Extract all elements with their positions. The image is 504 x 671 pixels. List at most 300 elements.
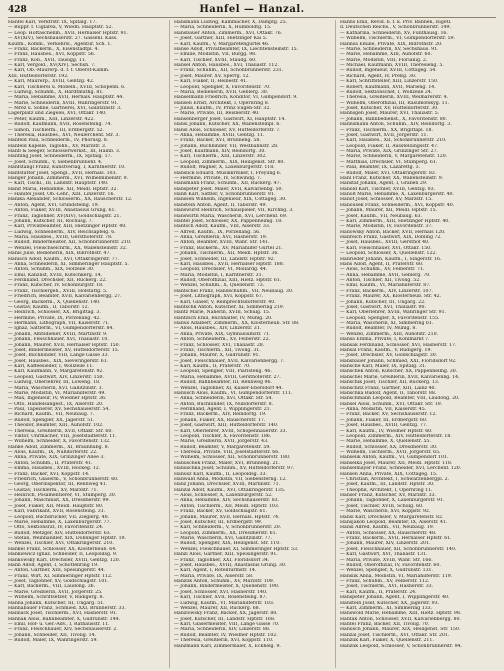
directory-entry: — Rudolf, Beamter, IV, Mühlg. 8. [340, 326, 417, 332]
directory-entry: — Karl, Hausbes., XII, Schönbrunnerstr. 210. [340, 138, 447, 144]
directory-entry: Hansal Franz, Kaufm., V, Rüdigerg. 19. [340, 347, 432, 353]
directory-entry: — Wenzel, Fleischhauer, XI, Simmeringer Hptstr. 53. [174, 546, 299, 552]
directory-entry: Hanselik Anton, Kaufm., VI, Gumpendorf 101. [340, 455, 449, 461]
directory-entry: — Friedrich, Beamter, XVII, Kalvarienbergg. 27. [8, 294, 122, 300]
directory-entry: — Ludwig, Schneiderm., XIV, Reichsapfelg. 6. [8, 229, 116, 235]
directory-entry: — Maria, Modistin, I, Kärntnerstr. 31. [174, 272, 264, 278]
directory-entry: — Franz, Bäcker, XVI, Brunneng. 58. [174, 138, 261, 144]
directory-entry: — Alfred, Kaufm., IX, Porzellang. 56. [174, 229, 261, 235]
directory-entry: — Rudolf, Ingenieur, XVIII, Cottageg. 54. [340, 68, 437, 74]
directory-entry: — Ferdinand, Drechsler, XII, Ruckerg. 22. [8, 278, 107, 283]
directory-entry: — Wenzel, Fleischselchrm., XX, Wallensteinstr. 32. [8, 245, 128, 251]
directory-entry: — Otto, Sektionsrat, IV, Favoritenstr. 24. [8, 525, 104, 531]
directory-entry: — Rudolf, Spengler, XX, Jägerstr. 51. [8, 417, 95, 423]
directory-entry: — Rudolf, Kaufmann, XVII, Rosensteing. 74. [8, 122, 112, 128]
directory-entry: — Johann, Fiaker, III, Erdbergstr. 60. [340, 417, 428, 423]
directory-entry: — Karl, Tischlerm., XIII, Linzerstr. 302. [174, 154, 267, 160]
directory-entry: — Josef, Schlosser, XVI, Hasnerstr. 140. [174, 589, 268, 595]
directory-entry: — Marie, Private, III, Reisnerstr. 40. [174, 111, 260, 117]
directory-entry: — Josef, Schuhm., V, Siebenbrunnenf. 4. [8, 159, 103, 165]
directory-entry: — Anton, Tischler, XII, Tivolig. 52. [340, 278, 421, 283]
directory-entry: — Leopold, Drechsler, VI, Mollardg. 44. [174, 267, 268, 273]
directory-entry: — Anna, Hebamme, XVIII, Gentzg. 11. [174, 132, 265, 138]
directory-entry: Hanswurst Heinrich, Schauspieler, VII, Kirchbg. 3. [174, 208, 294, 214]
directory-entry: — Marie, Hebamme, X, Quellenstr. 55. [340, 439, 431, 445]
directory-entry: Hans Adolf, Agent, II, Praterstr. 60. [340, 261, 424, 267]
directory-entry: — Richard, Kaufm., VII, Neubaug. 7. [8, 412, 95, 418]
directory-entry: — Karl, Schriftsteller, XIII, Linzerstr. 150. [340, 79, 439, 85]
directory-entry: — Johann, Maurer, XII, Meidl. Hptstr. 15. [340, 208, 438, 214]
directory-entry: Hanzlowsky Franz, Bäcker, XX, Jägerstr. 80. [174, 611, 278, 617]
directory-entry: — Marie, Schneiderin, V, Margaretenstr. 120. [340, 154, 448, 160]
directory-entry: — Franz, Bäckerm., XIV, Linzerstr. 107. [340, 288, 433, 294]
directory-entry: Hanreich Franz, Gastwirt, XIX, Döbling 72. [340, 235, 442, 240]
directory-entry: — Wilhelm, Tischlerm., VI, Gumpendorferstr. 59. [340, 36, 456, 42]
directory-entry: Hantz Marie, Näherin, XVIII, Schulg. 15. [174, 310, 271, 316]
directory-entry: Hanschik Josef, Tischler, XII, Ruckerg. 13. [340, 380, 440, 386]
directory-entry: Hanzl Alois, Gärtner, XIII, Speisingerstr. 91. [174, 552, 278, 558]
directory-entry: — Rudolf, Schlosser, XX, Dresdnerstr. 30. [340, 444, 438, 450]
directory-entry: — Franz, Fleischhauer, XIV, Sechshauserstr. 2. [8, 627, 118, 633]
directory-entry: Hantel Franz, Bäcker, XII, Tivolig. 70. [340, 622, 430, 627]
directory-entry: Hanusz Karl, Kaufm., II, Leopoldsg. 33. [174, 471, 267, 477]
directory-entry: — Karl, Kaufm., IV, Wiedner Hptstr. 60. [340, 428, 433, 434]
page-number: 428 [8, 5, 27, 15]
directory-entry: — Rudolf, Beamter, V, Margaretenstr. 59. [174, 444, 271, 450]
directory-entry: Hansbauer Johann, Schmied, XXI, Floridsdorf 92. [340, 358, 457, 364]
directory-entry: Hanslik Anna, Modistin, VI, Mariahilferstr. 119. [340, 573, 453, 579]
directory-entry: — Johann, Buchbinder, VII, Westbahnstr. 28. [174, 143, 279, 149]
directory-entry: Hanger Johann, Zimmerm., XVI, Wilhelminenstr. 9. [8, 175, 129, 181]
directory-entry: — Marie, Hebamme, XIII, Auhofstr. 60. [340, 52, 432, 58]
directory-entry: — Franz, Hausbes., XVI, Koppstr. 56. [8, 52, 96, 58]
directory-entry: — Rudolf, Metzger, XIV, Hütteldorferstr. 63. [8, 530, 112, 536]
directory-entry: Hantschel Franz, Handschuhm., VII, Neubaug. 30. [174, 288, 294, 294]
directory-entry: Hannack Josef, Tischlerm., XVI, Hasnerstr. 91. [8, 611, 118, 617]
directory-entry: — Karl, Kaufmann, V, Margaretenstr. 92. [8, 369, 104, 375]
directory-entry: Hanisch Adolf, Kaufm., XVI, Ottakringerstr. 77. [8, 256, 120, 262]
directory-entry: — Karl, Glasermeister, VIII, Lange Gasse 70. [174, 622, 280, 627]
directory-entry: — Rudolf, Oberoffizial, XIII, Hietz. Hptstr. 61. [174, 278, 282, 283]
page-header [8, 4, 496, 18]
directory-entry: — Anna, Schneiderin, XI, Simmeringer Hauptstr. 5. [8, 261, 129, 267]
directory-entry: — Johann, Fleischhauer, XVI, Thaliastr. 10. [8, 337, 109, 343]
directory-entry: — Karl, Oberlehrer, XVIII, Währinger Str. 91. [340, 310, 446, 316]
directory-entry: — Johann, Kutscher, III, Ungarg. 22. [340, 299, 426, 305]
directory-entry: — Josef, Kaufm., III, Landstr. Hptstr. 30. [340, 482, 435, 488]
directory-entry: — Anton, Beamter, XVIII, Währ. Str. 141. [174, 240, 270, 246]
directory-entry: Hanselmayer Franz, Schneider, XVI, Lerchenf. 120. [340, 466, 462, 472]
directory-entry: — Josef, Kutscher, III, Erdbergstr. 99. [174, 519, 263, 525]
directory-entry: — Paul, Beamter, IX, Lazarettg. 3. [340, 165, 421, 171]
directory-entry: — Hermine, Private, IV, Schwindg. 7. [174, 175, 262, 181]
directory-entry: Hanusch Johann, Maurer, XIX, Heiligenst. Str. 150. [340, 627, 461, 633]
directory-entry: — Theophil, Architekt, I, Opernring 11. [340, 487, 433, 493]
directory-entry: — Anna, Greißlerin, XVI, Hasnerstr. 19. [174, 235, 268, 240]
directory-entry: — Alois, Schlosser, X, Laxenburgerstr. 52. [174, 493, 273, 498]
directory-entry: — Anton, Schlosser, XX, Rauscherstr. 48. [340, 530, 437, 536]
directory-entry: — Karl, Fiaker, II, Heinestr. 41. [174, 79, 248, 85]
directory-entry: — Hanifel Josef, Ob.-Lehr., XIII, Linzerstr. 16. [8, 192, 115, 197]
directory-entry: — Wenzel, Schuhm., X, Quellenstr. 73. [174, 283, 265, 289]
directory-entry: — Josef, Tischler, XVIII, Schulg. 60. [340, 503, 424, 509]
directory-entry: Hanowsky Anton, Bäcker, XVII, Hernals 120. [340, 229, 446, 235]
directory-entry: — Leopold, Zimmerm., XIV, Hütteldorferstr. 18. [340, 433, 452, 439]
directory-entry: — Gustav, Kaufm., II, Taborstr. 12. [8, 304, 89, 310]
directory-entry: Hansenberger Josef, Gastwirt, XI, Hauptstr. 14. [174, 116, 286, 122]
directory-entry: — Franz, Tischlerm., XII, Tivolig. 31. [174, 347, 261, 353]
directory-entry: — Maria, Private, XVIII, Währ. Str. 166. [340, 557, 433, 563]
directory-entry: — Franz, Koh., XVII, Tausigg. 11. [8, 57, 87, 63]
directory-entry: — Max, Ingenieur, IV, Wiedner Hptstr. 36. [8, 396, 107, 402]
directory-entry: — Johann, Maschinist, XX, Dresdnerstr. 99. [8, 498, 110, 504]
directory-entry: — Robert, Kaufmann, XVII, Marieng. 14. [340, 84, 436, 90]
directory-entry: — Josef, Schneider, III, Landstr. Hptstr. 92. [174, 256, 276, 262]
directory-entry: Lagerplatz und Ziegelei, XVI, Ottakr. 140. [8, 111, 107, 117]
directory-entry: — Anton, Gärtner, XIII, Speisingerstr. 44. [8, 568, 106, 574]
directory-entry: — Ruppr. f. Ciglarea, V, Wiedn. Hauptstr. 52. [8, 25, 113, 31]
directory-entry: — Simon, Tischlerm., III, Erdbergstr. 52. [8, 127, 104, 133]
directory-entry: — Josef, Kutscher, XV, Hütteldorferstr. 30. [340, 106, 439, 111]
directory-entry: — Maria, Private, IX, Alserstr. 58. [174, 573, 254, 579]
directory-entry: — Anna, Hebamme, XIV, Sechshauserstr. 83. [174, 498, 280, 504]
directory-entry: — Josef, Tischlerm., XVI, Hasnerstr. 33. [340, 584, 434, 590]
directory-entry: Hannabauer Franz, Schmied, XXI, Brünnerstr. 33. [8, 605, 126, 611]
directory-entry: — Wenzel, Spengler, X, Gudrunstr. 131. [340, 568, 433, 574]
directory-entry: Hanzlik Leopold, Schlosser, V, Schönbrunnerstr. 94. [340, 643, 462, 649]
directory-entry: — XV(XIV), Sechshauserstr. 27. Gassenl. Kass. [8, 36, 118, 42]
directory-entry: Hantzsch Emil, Buchhalter, IV, Mühlg. 20. [174, 315, 273, 321]
directory-entry: — Hermine, Private, IX, Porzellang. 42. [8, 315, 101, 321]
directory-entry: — Maria, Hebamme, XVII, Hernals. Hauptstr. 44. [8, 95, 124, 101]
directory-entry: — Matthias, Drechsler, VI, Stumperg. 61. [340, 159, 438, 165]
directory-entry: — Franz, Schuhm., XV, Felberstr. 112. [340, 579, 430, 584]
directory-entry: Hanschitz Franz, Gärtner, XIII, Lainz 40. [340, 385, 436, 391]
directory-entry: — Ludwig, Kaufm., VI, Mariahilferstr. 103. [174, 600, 275, 606]
directory-entry: — Josef, Drechsler, XV, Goldschlagstr. 30. [340, 353, 438, 359]
directory-entry: Hanoß Marie, Hebamme, X, Laxenburgerstr. 40. [340, 192, 454, 197]
directory-entry: — Johann, Bahnbedienst., X, Favoritenstr. 80. [340, 116, 448, 122]
directory-entry: — Marie, Modistin, IV, Favoritenstr. 37. [340, 224, 433, 230]
directory-entry: — Theodor, Beamter, XIII, Auhofstr. 102. [8, 423, 104, 429]
directory-entry: — Leop. Hoftaschenm., XVII, Hernalser Hptstr. 91. [8, 30, 128, 36]
directory-entry: — Johann, Tischlerm., XII, Meidl. Hptstr. 36. [174, 251, 279, 257]
directory-entry: Kaufm., Komm., Verkehrsl., Agentur, Sch. 1. [8, 41, 112, 47]
directory-entry: — Franz, Taglöhner, XV(XIV), Goldschlagstr. 21. [8, 213, 121, 219]
directory-entry: — Heinrich, Schlosser, XX, Brigittag. 3. [8, 310, 101, 316]
directory-entry: — Stefan, Weinhändler, XIX, Döblinger Hptstr. 19. [8, 536, 126, 541]
directory-entry: — Viktor, Uhrmacher, VIII, Josefstädterstr. 11. [8, 433, 117, 439]
directory-entry: Hanzmann Karl, Zimmermaler, X, Eckhelg. 9. [174, 643, 281, 649]
directory-entry: — Franz, Schlosser, XVI, Thaliastr. 28. [174, 342, 265, 348]
directory-entry: — Leopold, Spengler, X, Favoritenstr. 155. [340, 315, 440, 321]
directory-entry: — Anton, Schuhm., XIX, Hofzeile 30. [8, 267, 95, 273]
directory-entry: — Franz, Tischlergeh., XVIII, Hofstattg. 5. [8, 288, 108, 294]
directory-entry: — Marie, Greißlerin, XVII, Jörgerstr. 25. [8, 589, 103, 595]
directory-entry: Hanspeter Josef, Maler, XVII, Kalvarienbg. 50. [174, 186, 283, 192]
directory-entry: Hantsch Adolf, Kaufm., VIII, Alserstr. 33. [174, 224, 271, 230]
directory-entry: Hanousek Franz, Schneiderm., XVI, Koppstr. 40. [340, 202, 455, 208]
directory-entry: Hanrieder Johann, Kaufm., I, Singerstr. 16. [340, 256, 442, 262]
page-title: Hanfel — Hanzal. [199, 4, 305, 15]
directory-entry: — Anna, Private, XIX, Gymnasiumstr. 71. [174, 331, 271, 337]
directory-entry: — Maria, Private, XIX, Grinzinger Str. 27. [340, 149, 439, 154]
directory-entry: Hansi Karl, Drechsler, V, Margaretenstr. 82. [340, 514, 444, 520]
directory-entry: — Franz, Bäcker, XVI, Koppstr. 14. [8, 471, 90, 477]
directory-entry: — Christian, Architekt, I, Schwarzenbergpl. 2. [340, 476, 450, 482]
directory-entry: Hanswirth Maria, Wäscherin, XVI, Lerchenf. 69. [174, 213, 288, 219]
directory-entry: Hannsmann Anton, Schuhm., XIV, Reindorfg. 3. [340, 122, 452, 128]
directory-entry: — Anna, Schneiderin, XVI, Ottakr. Str. 54. [174, 396, 273, 402]
directory-entry: Hanswold Marie, Hebamme, XIII, Hietz. Hptstr. 98. [340, 611, 462, 617]
directory-entry: — Josef, Fleischhauer, XVII, Kalvarienbergg. 7. [174, 358, 285, 364]
directory-entry: — Johann, Maurer, XVII, Hernals. Hptstr. 74. [174, 514, 280, 520]
directory-entry: Hantak Anton, Schlosser, XVII, Kalvarienbergg. 80. [340, 616, 461, 622]
directory-entry: Hanusch Alois, Kaufm., VI, Gumpendorferstr. 111. [174, 390, 293, 396]
directory-entry: — Franz, Schuhm., XII, Schönbrunnerstr. 231. [174, 68, 284, 74]
directory-entry: — Karl, Hausbes., XVII, Hernalser Hptstr. 188. [174, 261, 285, 267]
directory-entry: — Theresia, Greißlerin, XVI, Koppstr. 110. [174, 638, 274, 644]
directory-entry: — Anna, Private, XIX, Grinzinger Allee 3. [8, 455, 105, 461]
directory-entry: Hanzlik Karl, Fiaker, X, Quellenstr. 211. [340, 638, 434, 644]
directory-entry: — Franz, Bäcker, XV, Goldschlagstr. 61. [174, 509, 267, 515]
directory-entry: — Franz, Wirt, XI, Simmeringer Hptstr. 112. [8, 573, 113, 579]
directory-entry: — Wilhelm, Oberoffizial, III, Rasumofskyg. 11. [340, 100, 450, 106]
directory-entry: — Leopold, Buchdrucker, VII, Zieglerg. 40. [8, 514, 110, 520]
directory-entry: Hansi Johann, Kutscher, XX, Wallensteinpl. 6. [174, 122, 281, 128]
directory-entry: Hannsgen Josef, Maurer, XVI, Thaliastr. 5. [340, 111, 440, 117]
directory-entry: Hanke Adolf, Zimmerm., XI, Braunhubg. 8. [8, 444, 109, 450]
directory-entry: Hansl Alois, Schlosser, XV, Hütteldorferstr. 7. [174, 127, 281, 133]
directory-entry: Hanstein Anton, Agent, II, Taborstr. 49. [174, 202, 267, 208]
directory-entry: — Franz, Maurer, XX, Klosterneub. Str. 42. [340, 294, 442, 300]
directory-entry: — Johann, Kutscher, III, Rochusg. 7. [8, 218, 94, 224]
directory-entry: — Josef, Lithograph, XVI, Koppstr. 67. [174, 294, 264, 300]
directory-entry: — Wenzel, Maurer, XII, Ruckerg. 68. [174, 605, 261, 611]
directory-entry: Hanz Johann, Drechsler, XVIII, Martinstr. 71. [174, 482, 281, 488]
directory-entry: Hanfeld Paul, Schneiderm., IV, Phorusg. 8. [8, 138, 109, 144]
directory-entry: — Leopold, Zimmerm., XIX, Heiligenst. Str. 80. [174, 159, 285, 165]
directory-entry: — Karl, Vergold., XV(XIV), Sechsh. 7. [8, 63, 96, 68]
directory-entry: — Maria, Hebamme, XVIII, Gersthoferstr. 27. [174, 374, 281, 380]
directory-entry: — Karl, Zimmerm., XI, Simmering 133. [340, 605, 433, 611]
column-2 [169, 20, 330, 668]
directory-entry: — Leopold, Schlosser, X, Quellenstr. 122. [340, 251, 437, 257]
directory-entry: — Josef, Hausbes., XVIII, Anastasius Grüng. 30. [174, 562, 287, 568]
directory-entry: — Karl, Tischler, XVII, Rosensteing. 87. [174, 595, 267, 601]
directory-entry: Hansmann Ludwig, Kammacher, X, Dampfg. 25. [174, 20, 288, 25]
directory-entry: Hansmann Franz, Schuhm., XII, Ruckerg. 47. [174, 181, 282, 187]
directory-entry: — Josef, Maurer, XV, Sperrg. 12. [174, 73, 250, 79]
directory-entry: — Josef, Fiaker, XII, Meidl. Hauptstr. 80. [8, 503, 104, 509]
directory-entry: Hanold Karl, Tischler, XVIII, Gentzg. 93. [340, 186, 436, 192]
directory-entry: — Rudolf, Maler, XVI, Ottakringerstr. 83. [340, 170, 437, 176]
directory-entry: — Karl, Tischl., III, Landstr. Hauptstr. 140. [8, 181, 109, 187]
directory-entry: — Wenzel, Taglöhner, XI, Kaiser-Ebersdorf 44. [174, 385, 283, 391]
directory-entry: Hanzal Josef, Tischlerm., XVI, Ottakr. Str. 201. [340, 632, 450, 638]
directory-entry: — Franz, Bäckerm., XIV, Reindorfg. 19. [174, 412, 267, 418]
directory-entry: — Josef, Gärtner, XIII, Hietzinger Kai 5. [174, 36, 268, 42]
directory-entry: Hanot Josef, Schlosser, XV, Märzstr. 15. [340, 197, 433, 203]
directory-entry: — Marie, Wäscherin, XVI, Koppstr. 92. [340, 509, 431, 515]
directory-entry: Hanuschka Josef, Schuhm., XV, Hütteldorferstr. 97. [174, 466, 295, 472]
directory-entry: — Leopold, Spengler, VIII, Piaristeng. 46. [174, 369, 272, 375]
directory-entry: d. Deutschen Reichs., V, Schönbrunnerstr. 149. [340, 25, 451, 31]
directory-entry: — Anna, Modistin, VII, Kaiserstr. 45. [340, 407, 427, 412]
directory-entry: — Franz, Bäckerm., XV, Mariahilfer Gürtel 21. [174, 245, 283, 251]
directory-entry: — Karl, Bäckerm., VIII, Laudong. 36. [8, 584, 96, 590]
directory-entry: — Leopold, Spengler, X, Favoritenstr. 70. [174, 84, 271, 90]
directory-entry: — Johann, Maurer, XIV, Linzerstr. 201. [340, 541, 431, 547]
directory-entry: — Marie, Modistin, VI, Mariahilferstr. 49. [8, 390, 106, 396]
directory-entry: — Marie, Greißlerin, XVII, Jörgerstr. 43. [174, 439, 269, 445]
directory-entry: — Johann, Amtsdiener, XVIII, Martinstr. 9. [8, 331, 108, 337]
directory-entry: — Wilhelm, Schneider, X, Favoritenstr. 132. [8, 439, 111, 445]
directory-entry: Hanschel Marie, Greißlerin, XVII, Kalvarienbg. 14. [340, 374, 460, 380]
directory-entry: — Josef, Taglöhner, XV, Goldschlagstr. 101. [8, 579, 109, 584]
directory-entry: Hanschka Rudolf, Agent, II, Taborstr. 88. [340, 390, 437, 396]
directory-entry: Hanfling Josef, Schneiderm., IX, Spitalg. 17. [8, 154, 112, 160]
directory-entry: — Johann, Schneider, XII, Tivolig. 14. [8, 632, 96, 638]
directory-entry: — Alois, Schuhm., XV, Felberstr. 71. [340, 267, 425, 273]
directory-entry: — Franz, Bäckerm., X, Eisenstadtpl. 4. [8, 46, 100, 52]
directory-entry: Hanna Johann, Kutscher, III, Ungarg. 51. [8, 600, 105, 606]
directory-entry: Hanser Franz, Kutscher, XV, Märzstr. 33. [340, 493, 437, 498]
directory-entry: Hanwald Anna, Modistin, VII, Siebensterng. 12. [174, 476, 287, 482]
directory-entry: Hansel Alois, Schuhm., XVI, Ottakr. Str. 19. [340, 401, 443, 407]
directory-entry: Hanspeter Johann, Agent, I, Wipplingerstr. 40. [340, 595, 450, 601]
directory-entry: — Maria, Wäscherin, XVI, Gallitzinstr. 3. [8, 385, 104, 391]
directory-entry: Hansel Anton, Hausbes., XVI, Thaliastr. 112. [174, 63, 279, 68]
directory-entry: Hanß Karl, Sattler, V, Schönbrunnerstr. 91. [174, 192, 276, 197]
directory-entry: — Julius, Kaufm., IV, Prinz Eugen-Str. 32. [174, 106, 271, 111]
directory-entry: — Franz, Bäckerm., XVII, Hernalser Hptstr. 61. [340, 536, 452, 541]
directory-entry: — Josef, Gastwirt, XVII, Jörgerstr. 11. [340, 132, 428, 138]
directory-entry: — Josef, Kaufm., VII, Neubaug. 63. [340, 213, 422, 219]
directory-entry: — Franz, Tischlerm., XX, Brigittapl. 18. [340, 127, 433, 133]
directory-entry: Hanfstängl Franz, Kunstverlag, I, Kärntnerstr. 10. [8, 165, 126, 171]
directory-entry: Hanuschek Franz, Maler, XVI, Brunneng. 21. [174, 460, 280, 466]
directory-entry: — Karl, Kaffeesieder, I, Wollzeile 11. [8, 364, 94, 369]
directory-entry: — Rudolf, Oberoffizial, IV, Favoritenstr. 60. [340, 562, 441, 568]
directory-entry: — Marie, Wäscherin, XVI, Gallitzinstr. 77. [174, 536, 272, 541]
directory-entry: — Karl, Privatbeamter, XIII, Hietzinger Hptstr. 40. [8, 224, 127, 230]
directory-entry: — Katharina, Schneiderin, XV, Fünfhausg. 16. [340, 30, 448, 36]
directory-entry: Hanfel Karl, Verkfrstr. IX, Spitalg. 17. [8, 20, 97, 25]
directory-entry: — Theresia, Hausbes., XVI, Neulerchenf. Str. 3. [8, 132, 120, 138]
directory-entry: Hann Adolf, Agent, I, Schottenring 19. [8, 562, 99, 568]
directory-entry: — Josef, Kutscher, III, Landstr. Hptstr. 168. [174, 616, 276, 622]
directory-entry: — Maria, Bedienerin, XVII, Geblerg. 30. [174, 89, 269, 95]
directory-entry: — Ferdinand, Agent, I, Wipplingerstr. 21. [174, 407, 272, 412]
directory-entry: Hanif Maria, Hebamme, XII, Meidl. Hptstr. 32. [8, 186, 118, 192]
directory-entry: — Josef, Bindermeister, XV, Hütteldorferstr. 15. [8, 347, 120, 353]
directory-entry: Hanstaf Johann, Agent, I, Graben 29. [340, 181, 428, 187]
directory-entry: — Rudolf, Wagner, X, Laxenburgerstr. 118. [174, 165, 275, 171]
directory-entry: Hanns Emil, Revid. b. f. k. Priv. Bahnen, zugetl. [340, 20, 452, 25]
directory-entry: — Franz, Bäcker, XV, Sechshauserstr. 12. [340, 412, 437, 418]
directory-entry: XIII, Hütteldorferstr. 192. [8, 73, 69, 79]
directory-entry: — Karl, Tischler, XVIII, Staudg. 60. [174, 57, 257, 63]
directory-entry: — Karl, Oberlehrer, XVIII, Schopenhauerstr. 33. [174, 428, 287, 434]
directory-entry: — Peter, Kaufm., XIII, Linzerstr. 422. [8, 116, 95, 122]
directory-entry: — Anton, Schuhm., II, Praterstr. 41. [8, 460, 93, 466]
directory-entry: Hannak Alois, Bahnbeamter, X, Gudrunstr. 144. [8, 616, 120, 622]
directory-entry: — Alois, Hausbes., XIV, Linzerstr. 31. [174, 326, 262, 332]
directory-entry: — Rudolf, Spengler, XIX, Heiligenst. Str. 110. [174, 541, 281, 547]
directory-entry: — Johann, Fiaker, XX, Rauscherstr. 17. [174, 417, 266, 423]
columns [8, 20, 496, 668]
directory-entry: Hanselka Josef, Maurer, XII, Meidl. Hptstr. 118. [340, 460, 453, 466]
directory-entry: Hanfeld Kapelle, Taglöhn., XV, Märzstr. 3. [8, 143, 107, 149]
directory-entry: — Karl, Maurerp., XVIII, Gentzg. 42. [8, 79, 95, 85]
directory-entry: — Anton, Agent, XVI, Grundsteing. 19. [8, 202, 100, 208]
directory-entry: — Georg, Bäckerm., X, Quellenstr. 140. [8, 299, 101, 305]
directory-entry: — Ignaz, Sattlerm., VI, Gumpendorferstr. 84. [8, 326, 114, 332]
directory-entry: — Maria, Hausbes., XVIII, Gersthoferstr. 78. [8, 235, 113, 240]
directory-entry: — Friedrich, Glaserm., V, Schönbrunnerstr. 60. [8, 476, 119, 482]
directory-entry: Hansjakob Leopold, Beamter, IX, Alserstr. 41. [340, 519, 448, 525]
directory-entry: — Anton, Buchbinder, IX, Nußdorferstr. 8. [174, 401, 274, 407]
directory-entry: — Anna, Hebamme, XVII, Geblerg. 70. [340, 272, 431, 278]
directory-entry: — Hermann, Lithograph, VII, Kaiserstr. 71. [8, 321, 110, 326]
column-3 [335, 20, 496, 668]
directory-entry: — Emil, Kaufm., VI, Mariahilferstr. 87. [340, 283, 431, 289]
directory-entry: Hanl Franz, Kutscher, XX, Wallensteinstr. 9. [340, 175, 444, 181]
directory-entry: — Maria, Schneiderin, X, Humboldtg. 15. [174, 25, 272, 31]
directory-entry: — Anton, Tischlerm., XII, Meidl. Hptstr. 103. [174, 503, 280, 509]
directory-entry: — Josef, Gastwirt, XVI, Thaliastr. 90. [340, 304, 426, 310]
directory-entry: Hanssen Wilhelm, Ingenieur, XIX, Cottageg. 30. [174, 197, 287, 203]
directory-entry: — Theresia, Private, VIII, Josefstädterstr. 66. [174, 450, 280, 455]
directory-entry: Hantel Josef, Schlosser, XX, Pappenheimg. 18. [174, 218, 283, 224]
directory-entry: — Theresia, Greißlerin, XVIII, Weimarerstr. 4. [340, 95, 449, 101]
directory-entry: — Karl, Gastwirt, XVI, Thaliastr. 131. [340, 552, 428, 558]
directory-entry: — Josef, Hausbes., XVIII, Gentzg. 77. [340, 423, 428, 429]
directory-entry: — Emma, Hausbes., XVIII, Hockeg. 12. [8, 466, 101, 472]
directory-entry: Hanzal Adolf, Kaufm., XVI, Ottakringerstr. 135. [174, 487, 286, 493]
directory-entry: — Karl, Zimmerm., XIII, Hietzinger Hptstr. 40. [340, 218, 450, 224]
directory-entry: — Emil, Hof- u. Ger.-Adv., I, Rathausstr. 11. [8, 622, 110, 627]
directory-entry: — Josef, Buchbinder, VIII, Lange Gasse 33. [8, 353, 109, 359]
directory-entry: — Franz, Kutscher, IV, Schönburgstr. 18. [8, 283, 104, 289]
directory-entry: — Otto, Handelsangest., IX, Alserstr. 20. [8, 401, 104, 407]
directory-entry: Hantschk Anton, Kutscher, XI, Simmering 219. [174, 304, 285, 310]
directory-entry: — Ludwig, Oberlehrer, III, Löweng. 18. [8, 380, 101, 386]
directory-entry: — Karl, Ob.-Maurerp. d. f. f. Oberst-Kämm. [8, 68, 110, 74]
directory-entry: Hanis Julie, Bedienerin, XIX, Billrothstr. 47. [8, 251, 111, 257]
directory-entry: Hansl Alfred, Kaufm., VII, Neubaug. 19. [340, 525, 435, 531]
directory-entry: Hanse Adolf, Privatbeamter, IX, Liechtensteinstr. 15. [174, 46, 299, 52]
directory-entry: — Marie, Hebamme, X, Laxenburgerstr. 77. [8, 519, 111, 525]
directory-entry: — Leopold, Tischler, X, Favoritenstr. 186. [174, 433, 272, 439]
directory-entry: Hansak Ferdinand, Schlosser, XVI, Hasnerstr. 17. [340, 342, 457, 348]
column-1 [8, 20, 164, 668]
directory-entry: — Wenzel, Zimmerm., XIII, Auhofstr. 210. [340, 331, 438, 337]
directory-entry: — Marie, Modistin, VIII, Florianig. 2. [340, 57, 428, 63]
directory-entry: — Johann, Maurer, X, Gudrunstr. 91. [174, 353, 260, 359]
directory-entry: — Alois, Kaufm., IX, Nußdorferstr. 22. [8, 450, 98, 455]
directory-entry: — Josef, Hausbes., XIX, Sieveringerstr. 61. [8, 358, 109, 364]
directory-entry: — Mrez u. Söhne, Gärtnerei, XVI, Gallitzinstr. 3. [8, 106, 122, 111]
directory-entry: — Rudolf, Beamter, IV, Wiedner Hptstr. 102. [174, 632, 278, 638]
directory-entry: — Karl, Kaufm., II, Praterstr. 24. [340, 589, 417, 595]
directory-entry: — Maria, Wäscherin, XI, Simmering 61. [340, 321, 434, 326]
directory-entry: — Leopold, Zimmerm., XX, Dresdnerstr. 61. [174, 530, 278, 536]
directory-entry: — Johann, Bindermeister, X, Quellenstr. 190. [174, 584, 280, 590]
directory-entry: — Karl, Glaser, V, Reinprechtsdorferstr. 40. [174, 299, 276, 305]
directory-entry: — Karl, Schneiderm., V, Schönbrunnerstr. 20. [174, 525, 282, 531]
